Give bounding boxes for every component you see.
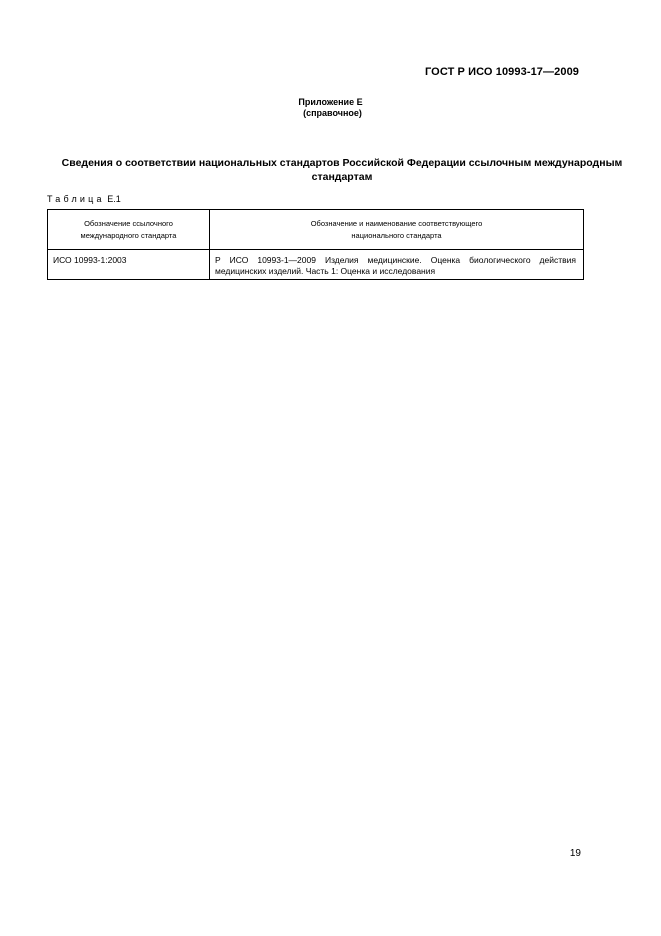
document-code: ГОСТ Р ИСО 10993-17—2009 bbox=[424, 66, 579, 78]
column-header-international: Обозначение ссылочного международного стандарта bbox=[48, 210, 210, 250]
table-caption-word: Таблица bbox=[47, 194, 105, 204]
cell-international-standard: ИСО 10993-1:2003 bbox=[48, 250, 210, 280]
table-caption-number: Е.1 bbox=[107, 194, 121, 204]
page-number: 19 bbox=[569, 848, 581, 859]
appendix-title: Приложение Е bbox=[298, 97, 363, 107]
appendix-subtitle: (справочное) bbox=[303, 108, 362, 118]
section-title: Сведения о соответствии национальных стандартов Российской Федерации ссылочным международным стандартам bbox=[61, 157, 623, 183]
conformity-table bbox=[47, 209, 584, 280]
column-header-national: Обозначение и наименование соответствующего национального стандарта bbox=[210, 210, 584, 250]
table-caption bbox=[47, 194, 121, 204]
appendix-heading bbox=[0, 97, 661, 119]
cell-national-standard: Р ИСО 10993-1—2009 Изделия медицинские. Оценка биологического действия медицинских изделий. Часть 1: Оценка и исследования bbox=[210, 250, 584, 280]
table-header-row bbox=[48, 210, 584, 250]
table-row bbox=[48, 250, 584, 280]
